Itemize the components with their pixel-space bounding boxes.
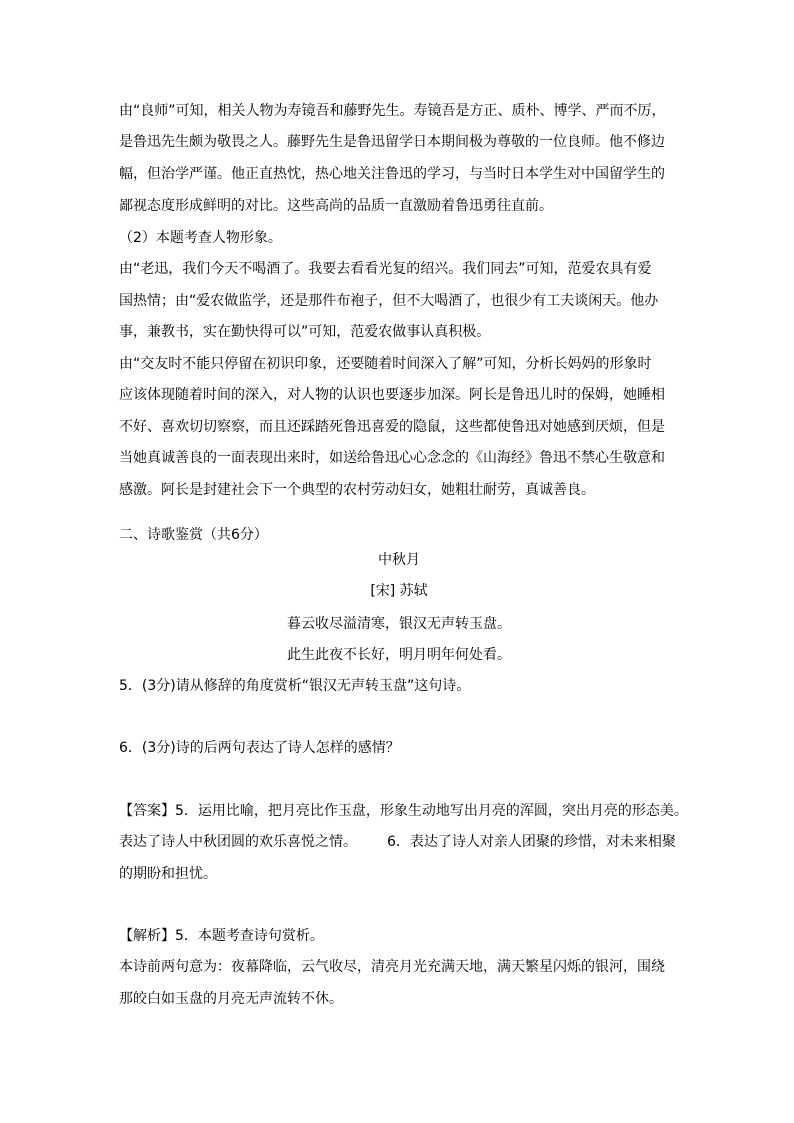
text-line: 当她真诚善良的一面表现出来时，如送给鲁迅心心念念的《山海经》鲁迅不禁心生敬意和 <box>119 450 665 466</box>
analysis-line: 那皎白如玉盘的月亮无声流转不休。 <box>119 991 343 1007</box>
text-line: 国热情；由“爱农做监学，还是那件布袍子，但不大喝酒了，也很少有工夫谈闲天。他办 <box>119 293 659 309</box>
text-line: 不好、喜欢切切察察，而且还踩踏死鲁迅喜爱的隐鼠，这些都使鲁迅对她感到厌烦，但是 <box>119 419 665 435</box>
answer-line-part: 6．表达了诗人对亲人团聚的珍惜，对未来相聚 <box>387 834 676 850</box>
poem-line: 暮云收尽溢清寒，银汉无声转玉盘。 <box>287 616 511 632</box>
poem-line: 此生此夜不长好，明月明年何处看。 <box>287 647 511 663</box>
analysis-line: 本诗前两句意为：夜幕降临，云气收尽，清亮月光充满天地，满天繁星闪烁的银河，围绕 <box>119 959 665 975</box>
question-2-heading: （2）本题考查人物形象。 <box>119 230 282 246</box>
text-line: 由“老迅，我们今天不喝酒了。我要去看看光复的绍兴。我们同去”可知，范爱农具有爱 <box>119 261 652 277</box>
text-line: 由“良师”可知，相关人物为寿镜吾和藤野先生。寿镜吾是方正、质朴、博学、严而不厉， <box>119 103 666 119</box>
text-line: 感激。阿长是封建社会下一个典型的农村劳动妇女，她粗壮耐劳，真诚善良。 <box>119 482 595 498</box>
text-line: 事，兼教书，实在勤快得可以”可知，范爱农做事认真积极。 <box>119 324 491 340</box>
text-line: 幅，但治学严谨。他正直热忱，热心地关注鲁迅的学习，与当时日本学生对中国留学生的 <box>119 166 665 182</box>
section-2-heading: 二、诗歌鉴赏（共6分） <box>119 527 268 543</box>
poem-author: [宋] 苏轼 <box>370 583 428 599</box>
question-5: 5．(3分)请从修辞的角度赏析“银汉无声转玉盘”这句诗。 <box>119 678 471 694</box>
answer-line: 的期盼和担忧。 <box>119 866 217 882</box>
answer-line: 【答案】5．运用比喻，把月亮比作玉盘，形象生动地写出月亮的浑圆，突出月亮的形态美。 <box>119 803 688 819</box>
text-line: 鄙视态度形成鲜明的对比。这些高尚的品质一直激励着鲁迅勇往直前。 <box>119 198 553 214</box>
text-line: 由“交友时不能只停留在初识印象，还要随着时间深入了解”可知，分析长妈妈的形象时 <box>119 356 652 372</box>
text-line: 是鲁迅先生颇为敬畏之人。藤野先生是鲁迅留学日本期间极为尊敬的一位良师。他不修边 <box>119 134 665 150</box>
question-6: 6．(3分)诗的后两句表达了诗人怎样的感情？ <box>119 740 400 756</box>
analysis-line: 【解析】5．本题考查诗句赏析。 <box>119 928 324 944</box>
answer-line-part: 表达了诗人中秋团圆的欢乐喜悦之情。 <box>119 834 357 850</box>
poem-title: 中秋月 <box>378 552 420 568</box>
text-line: 应该体现随着时间的深入，对人物的认识也要逐步加深。阿长是鲁迅儿时的保姆，她睡相 <box>119 387 665 403</box>
answer-line <box>119 832 676 852</box>
